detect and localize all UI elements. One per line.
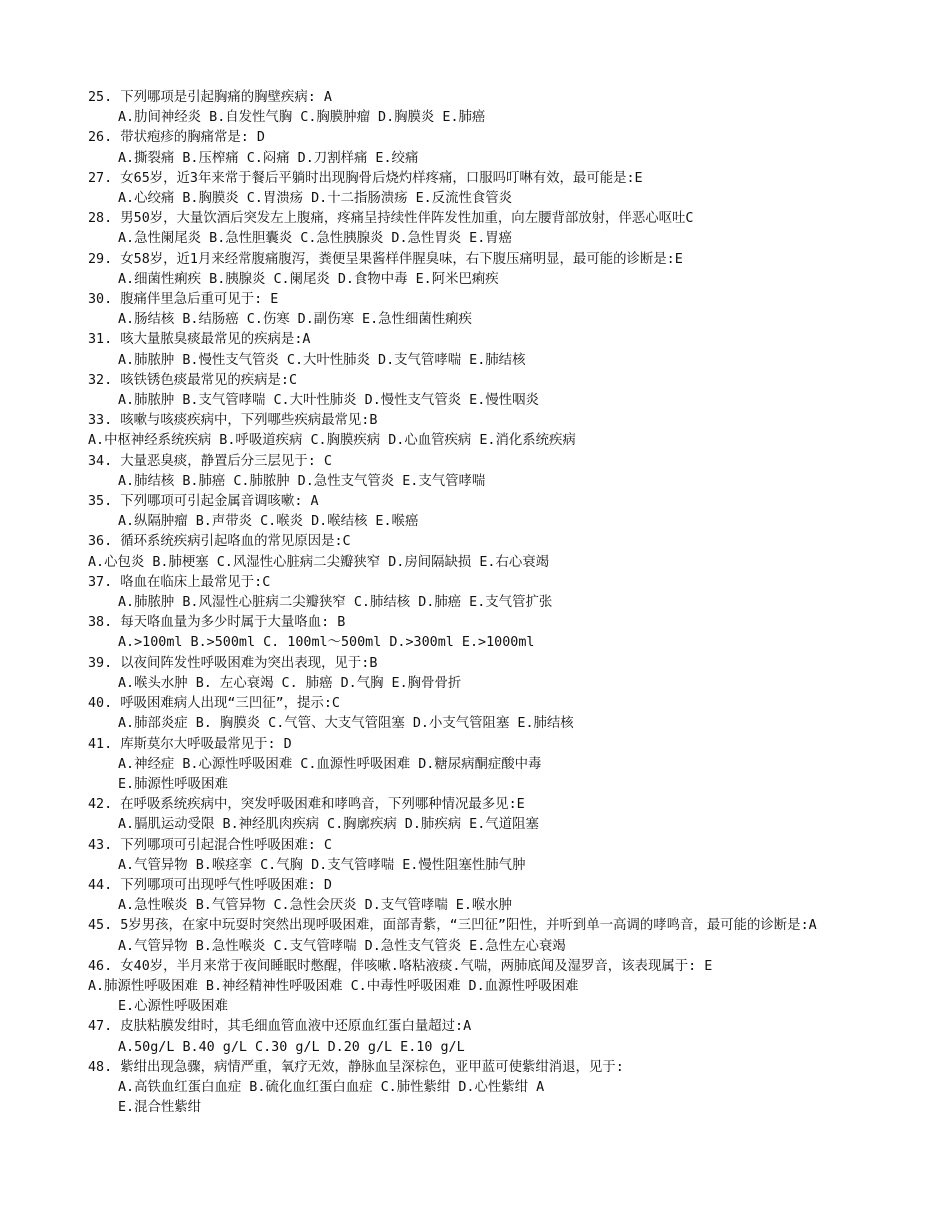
question-text: 43. 下列哪项可引起混合性呼吸困难: C (88, 837, 332, 853)
answer-options: A.肺结核 B.肺癌 C.肺脓肿 D.急性支气管炎 E.支气管哮喘 (118, 473, 486, 489)
answer-options: A.肺脓肿 B.风湿性心脏病二尖瓣狭窄 C.肺结核 D.肺癌 E.支气管扩张 (118, 595, 553, 611)
question-text: 39. 以夜间阵发性呼吸困难为突出表现，见于:B (88, 655, 378, 671)
answer-options: A.气管异物 B.急性喉炎 C.支气管哮喘 D.急性支气管炎 E.急性左心衰竭 (118, 938, 566, 954)
question-text: 48. 紫绀出现急骤，病情严重，氧疗无效，静脉血呈深棕色，亚甲蓝可使紫绀消退，见于: (88, 1059, 624, 1075)
question-text: 29. 女58岁，近1月来经常腹痛腹泻，粪便呈果酱样伴腥臭味，右下腹压痛明显，最可能的诊断是:E (88, 251, 683, 267)
question-text: 25. 下列哪项是引起胸痛的胸壁疾病: A (88, 90, 332, 105)
question-item (88, 290, 878, 330)
question-text: 37. 咯血在临床上最常见于:C (88, 574, 271, 590)
question-text: 35. 下列哪项可引起金属音调咳嗽: A (88, 494, 319, 510)
answer-options: E.混合性紫绀 (118, 1100, 202, 1116)
answer-options: A.肺脓肿 B.慢性支气管炎 C.大叶性肺炎 D.支气管哮喘 E.肺结核 (118, 352, 526, 368)
question-item (88, 613, 878, 653)
answer-options: A.撕裂痛 B.压榨痛 C.闷痛 D.刀割样痛 E.绞痛 (118, 150, 419, 166)
question-item (88, 169, 878, 209)
answer-options: A.高铁血红蛋白血症 B.硫化血红蛋白血症 C.肺性紫绀 D.心性紫绀 A (118, 1079, 545, 1095)
question-item (88, 1058, 878, 1119)
question-text: 38. 每天咯血量为多少时属于大量咯血: B (88, 615, 346, 631)
document-body (88, 88, 878, 1118)
question-item (88, 209, 878, 249)
answer-options: A.膈肌运动受限 B.神经肌肉疾病 C.胸廓疾病 D.肺疾病 E.气道阻塞 (118, 817, 539, 833)
answer-options: A.细菌性痢疾 B.胰腺炎 C.阑尾炎 D.食物中毒 E.阿米巴痢疾 (118, 271, 499, 287)
question-item (88, 452, 878, 492)
question-item (88, 876, 878, 916)
question-item (88, 957, 878, 1018)
answer-options: A.肋间神经炎 B.自发性气胸 C.胸膜肿瘤 D.胸膜炎 E.肺癌 (118, 110, 486, 126)
question-item (88, 694, 878, 734)
question-item (88, 836, 878, 876)
question-text: 28. 男50岁，大量饮酒后突发左上腹痛，疼痛呈持续性伴阵发性加重，向左腰背部放射，伴恶心呕吐C (88, 211, 694, 227)
question-item (88, 88, 878, 128)
question-item (88, 735, 878, 796)
answer-options: A.心包炎 B.肺梗塞 C.风湿性心脏病二尖瓣狭窄 D.房间隔缺损 E.右心衰竭 (88, 554, 550, 570)
question-text: 32. 咳铁锈色痰最常见的疾病是:C (88, 372, 298, 388)
question-item (88, 573, 878, 613)
answer-options: A.心绞痛 B.胸膜炎 C.胃溃疡 D.十二指肠溃疡 E.反流性食管炎 (118, 191, 513, 207)
question-item (88, 128, 878, 168)
answer-options: A.气管异物 B.喉痉挛 C.气胸 D.支气管哮喘 E.慢性阻塞性肺气肿 (118, 857, 526, 873)
question-item (88, 492, 878, 532)
answer-options: A.纵隔肿瘤 B.声带炎 C.喉炎 D.喉结核 E.喉癌 (118, 514, 419, 530)
question-text: 26. 带状疱疹的胸痛常是: D (88, 130, 265, 146)
question-text: 42. 在呼吸系统疾病中，突发呼吸困难和哮鸣音，下列哪种情况最多见:E (88, 797, 525, 813)
question-item (88, 330, 878, 370)
answer-options: A.神经症 B.心源性呼吸困难 C.血源性呼吸困难 D.糖尿病酮症酸中毒 (118, 756, 542, 772)
answer-options: A.肺脓肿 B.支气管哮喘 C.大叶性肺炎 D.慢性支气管炎 E.慢性咽炎 (118, 393, 539, 409)
answer-options: A.>100ml B.>500ml C. 100ml～500ml D.>300ml E.>1000ml (118, 635, 535, 651)
question-text: 41. 库斯莫尔大呼吸最常见于: D (88, 736, 292, 752)
question-item (88, 916, 878, 956)
question-text: 27. 女65岁，近3年来常于餐后平躺时出现胸骨后烧灼样疼痛，口服吗叮啉有效，最可能是:E (88, 170, 643, 186)
answer-options: A.喉头水肿 B. 左心衰竭 C. 肺癌 D.气胸 E.胸骨骨折 (118, 675, 462, 691)
question-text: 44. 下列哪项可出现呼气性呼吸困难: D (88, 877, 332, 893)
question-text: 45. 5岁男孩，在家中玩耍时突然出现呼吸困难，面部青紫，“三凹征”阳性，并听到单一高调的哮鸣音，最可能的诊断是:A (88, 918, 817, 934)
answer-options: A.急性喉炎 B.气管异物 C.急性会厌炎 D.支气管哮喘 E.喉水肿 (118, 898, 513, 914)
answer-options: A.肠结核 B.结肠癌 C.伤寒 D.副伤寒 E.急性细菌性痢疾 (118, 312, 472, 328)
answer-options: A.50g/L B.40 g/L C.30 g/L D.20 g/L E.10 g/L (118, 1039, 465, 1055)
answer-options: A.肺部炎症 B. 胸膜炎 C.气管、大支气管阻塞 D.小支气管阻塞 E.肺结核 (118, 716, 574, 732)
question-item (88, 795, 878, 835)
question-item (88, 250, 878, 290)
question-text: 46. 女40岁，半月来常于夜间睡眠时憋醒，伴咳嗽.咯粘液痰.气喘，两肺底闻及湿罗音，该表现属于: E (88, 958, 713, 974)
question-text: 47. 皮肤粘膜发绀时，其毛细血管血液中还原血红蛋白量超过:A (88, 1019, 472, 1035)
question-text: 30. 腹痛伴里急后重可见于: E (88, 292, 279, 308)
question-text: 34. 大量恶臭痰，静置后分三层见于: C (88, 453, 332, 469)
answer-options: E.肺源性呼吸困难 (118, 776, 228, 792)
question-item (88, 371, 878, 411)
question-text: 40. 呼吸困难病人出现“三凹征”，提示:C (88, 696, 340, 712)
question-text: 36. 循环系统疾病引起咯血的常见原因是:C (88, 534, 351, 550)
question-text: 31. 咳大量脓臭痰最常见的疾病是:A (88, 332, 311, 348)
question-item (88, 654, 878, 694)
answer-options: A.中枢神经系统疾病 B.呼吸道疾病 C.胸膜疾病 D.心血管疾病 E.消化系统疾病 (88, 433, 576, 449)
question-text: 33. 咳嗽与咳痰疾病中，下列哪些疾病最常见:B (88, 413, 378, 429)
question-item (88, 1017, 878, 1057)
answer-options: A.急性阑尾炎 B.急性胆囊炎 C.急性胰腺炎 D.急性胃炎 E.胃癌 (118, 231, 513, 247)
answer-options: A.肺源性呼吸困难 B.神经精神性呼吸困难 C.中毒性呼吸困难 D.血源性呼吸困难 (88, 978, 579, 994)
answer-options: E.心源性呼吸困难 (118, 999, 228, 1015)
question-item (88, 532, 878, 572)
question-item (88, 411, 878, 451)
